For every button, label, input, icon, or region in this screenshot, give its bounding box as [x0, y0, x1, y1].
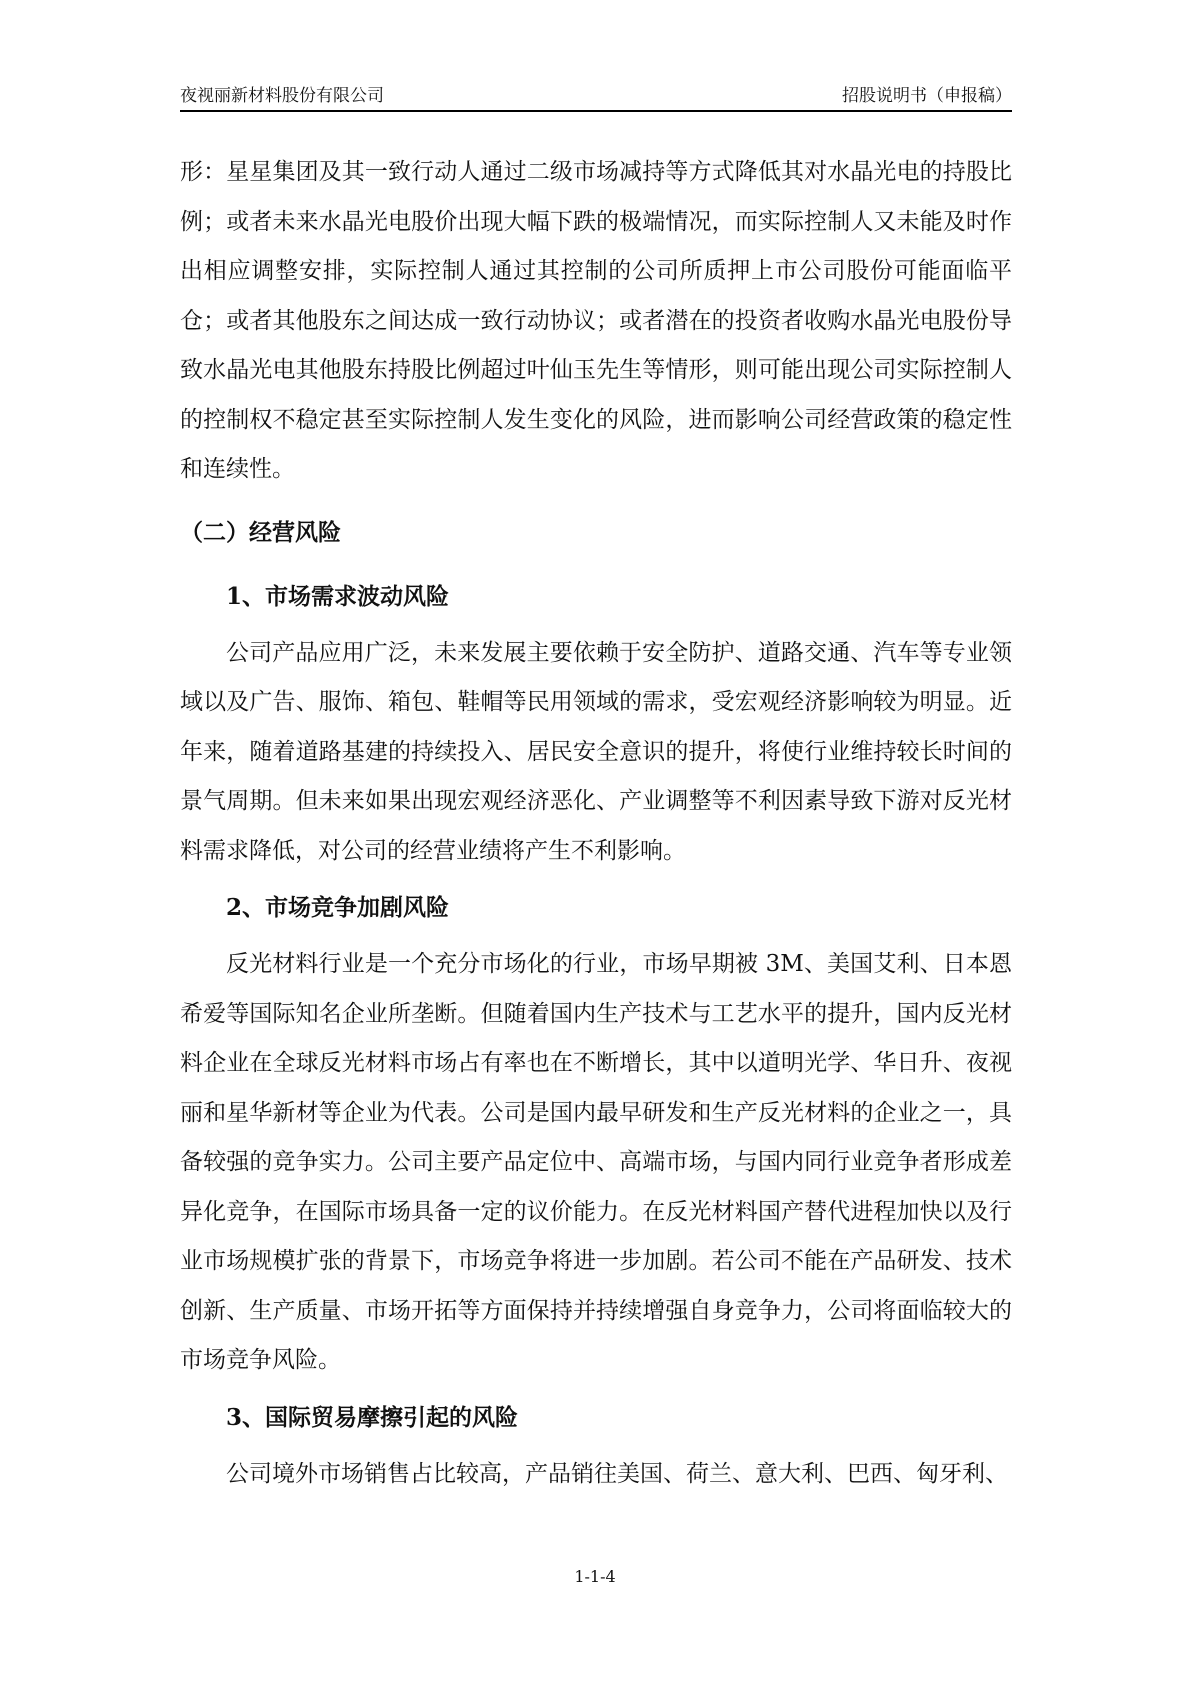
paragraph-continued: 形：星星集团及其一致行动人通过二级市场减持等方式降低其对水晶光电的持股比例；或者未来水晶光电股价出现大幅下跌的极端情况，而实际控制人又未能及时作出相应调整安排，实际控制人通过其控制的公司所质押上市公司股份可能面临平仓；或者其他股东之间达成一致行动协议；或者潜在的投资者收购水晶光电股份导致水晶光电其他股东持股比例超过叶仙玉先生等情形，则可能出现公司实际控制人的控制权不稳定甚至实际控制人发生变化的风险，进而影响公司经营政策的稳定性和连续性。 [180, 159, 1012, 482]
paragraph-trade-friction-risk: 公司境外市场销售占比较高，产品销往美国、荷兰、意大利、巴西、匈牙利、 [226, 1460, 1008, 1487]
paragraph-market-competition-risk: 反光材料行业是一个充分市场化的行业，市场早期被 3M、美国艾利、日本恩希爱等国际知名企业所垄断。但随着国内生产技术与工艺水平的提升，国内反光材料企业在全球反光材料市场占有率也在不断增长，其中以道明光学、华日升、夜视丽和星华新材等企业为代表。公司是国内最早研发和生产反光材料的企业之一，具备较强的竞争实力。公司主要产品定位中、高端市场，与国内同行业竞争者形成差异化竞争，在国际市场具备一定的议价能力。在反光材料国产替代进程加快以及行业市场规模扩张的背景下，市场竞争将进一步加剧。若公司不能在产品研发、技术创新、生产质量、市场开拓等方面保持并持续增强自身竞争力，公司将面临较大的市场竞争风险。 [180, 951, 1012, 1373]
subheading-market-demand-risk: 1、市场需求波动风险 [226, 582, 450, 610]
page-number: 1-1-4 [574, 1567, 616, 1586]
page-header [180, 84, 1012, 108]
page-body [180, 148, 1012, 1499]
subheading-market-competition-risk: 2、市场竞争加剧风险 [226, 894, 450, 921]
header-rule [180, 110, 1012, 112]
header-document-title: 招股说明书（申报稿） [842, 86, 1012, 106]
paragraph-market-demand-risk: 公司产品应用广泛，未来发展主要依赖于安全防护、道路交通、汽车等专业领域以及广告、服饰、箱包、鞋帽等民用领域的需求，受宏观经济影响较为明显。近年来，随着道路基建的持续投入、居民安全意识的提升，将使行业维持较长时间的景气周期。但未来如果出现宏观经济恶化、产业调整等不利因素导致下游对反光材料需求降低，对公司的经营业绩将产生不利影响。 [180, 639, 1012, 864]
subheading-trade-friction-risk: 3、国际贸易摩擦引起的风险 [226, 1403, 519, 1431]
section-heading-operating-risk: （二）经营风险 [180, 518, 341, 546]
header-company-name: 夜视丽新材料股份有限公司 [180, 86, 384, 106]
